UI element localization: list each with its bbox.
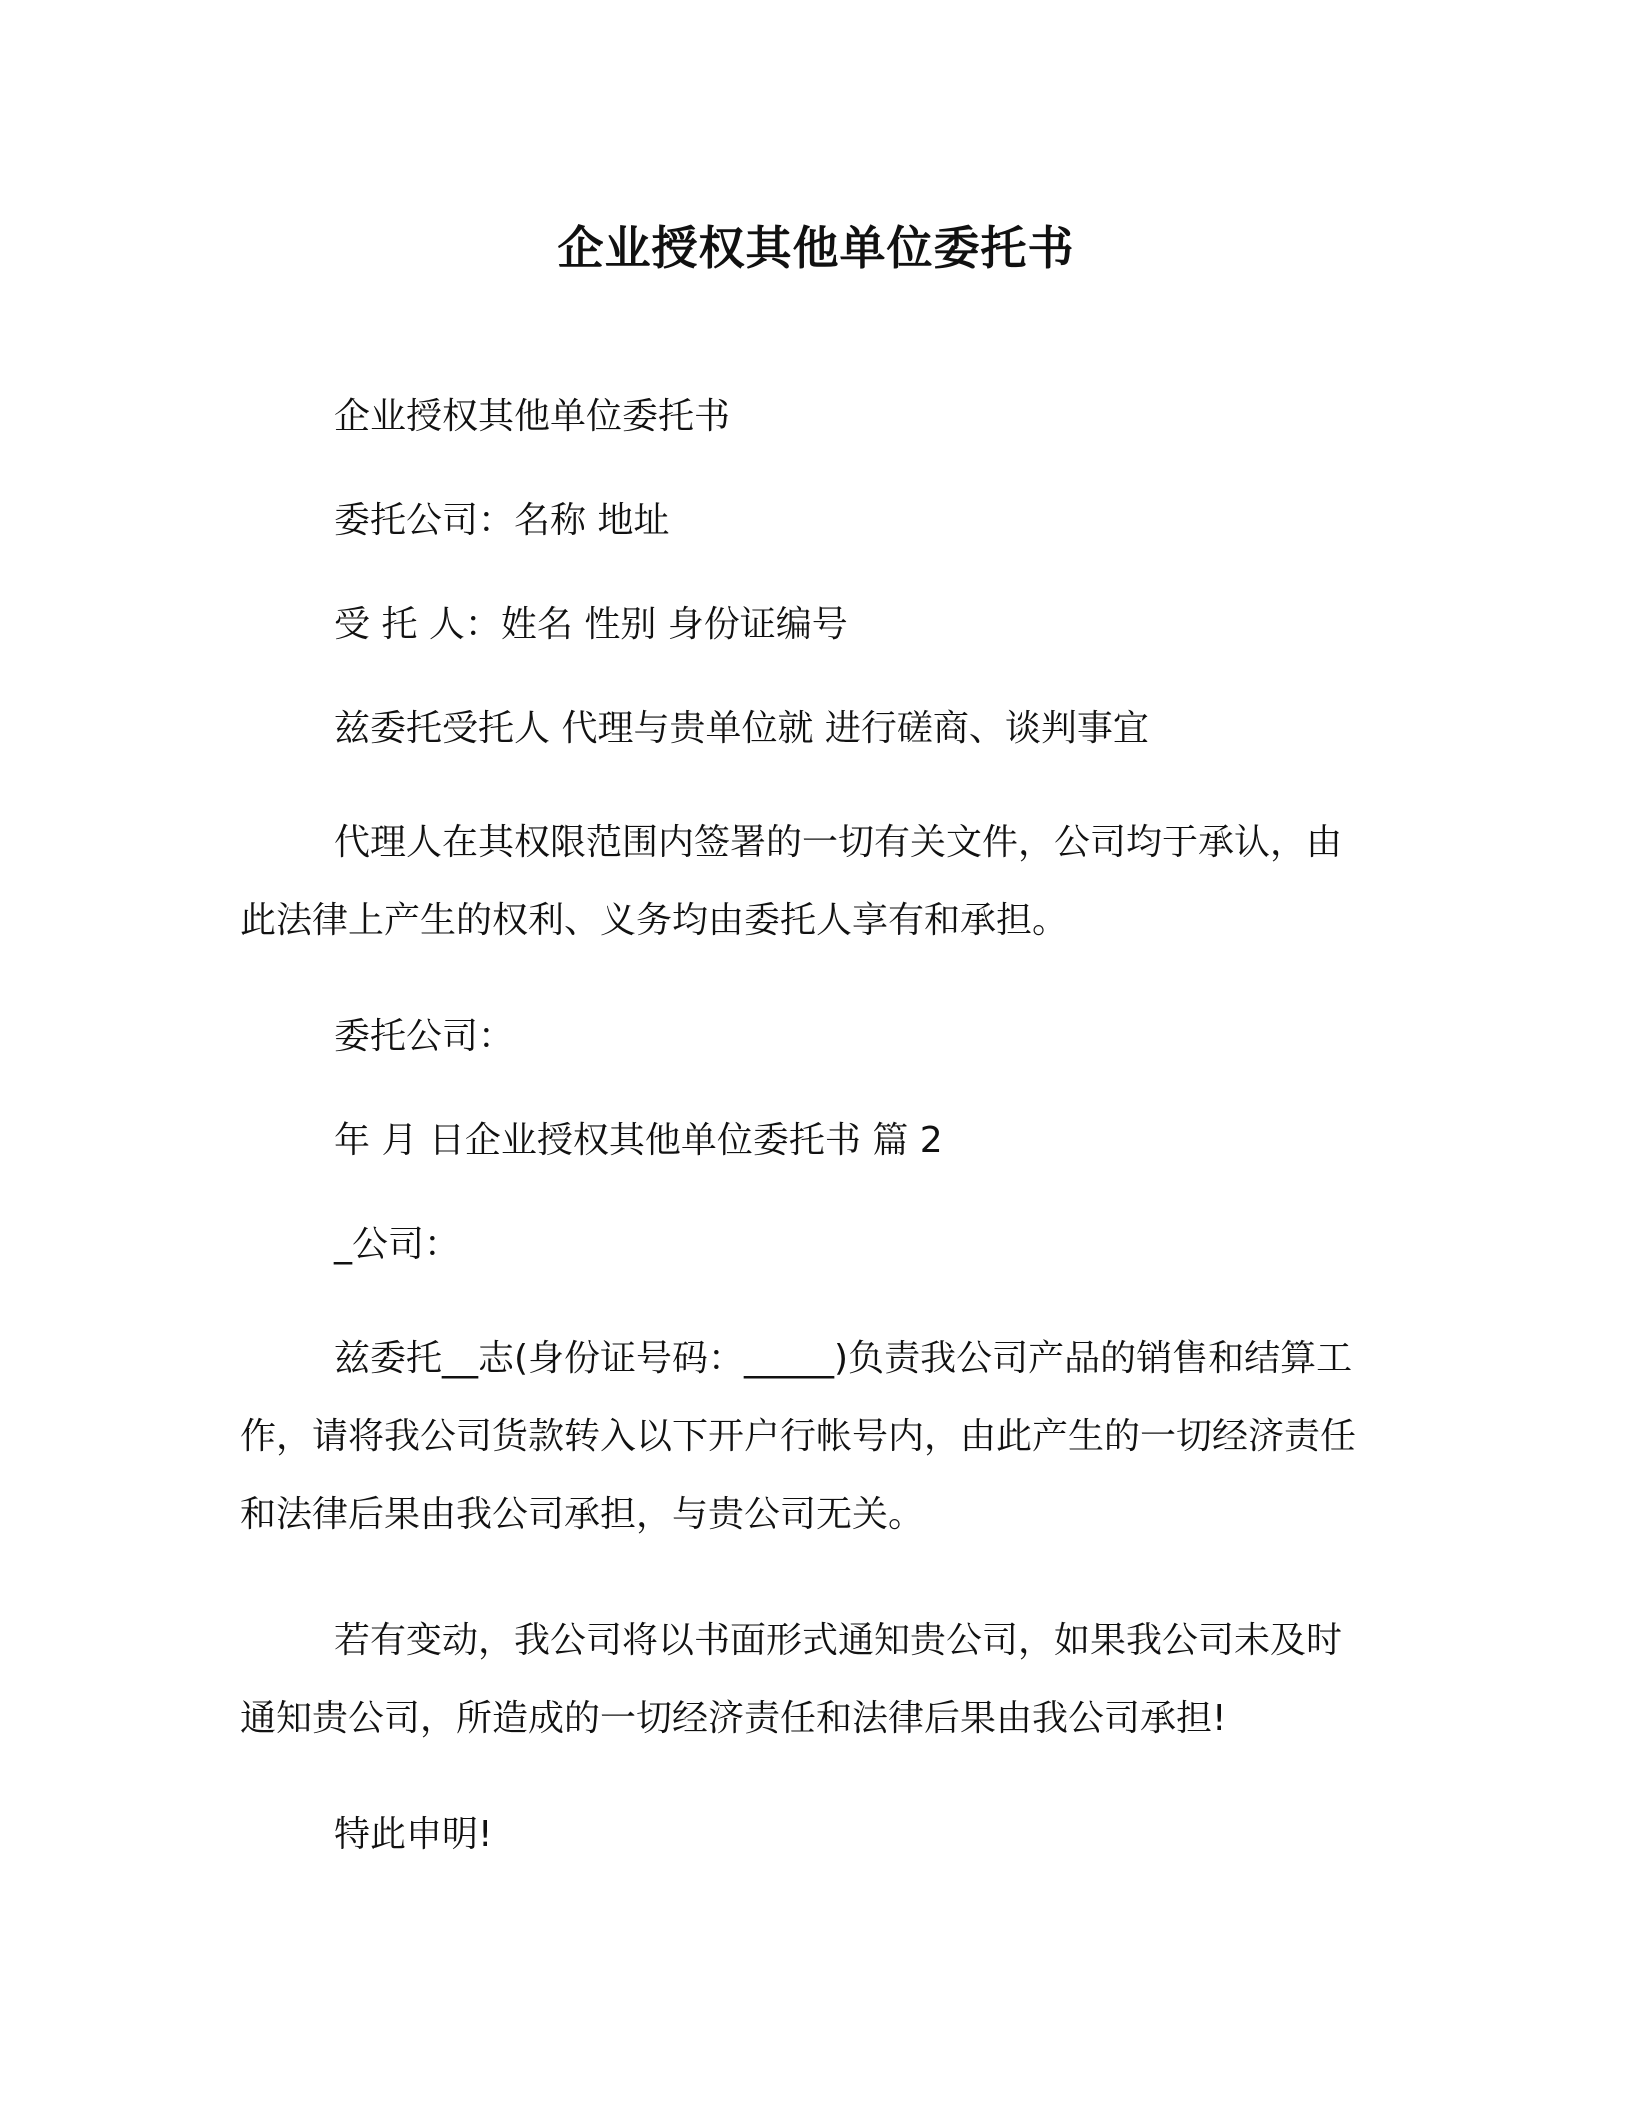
paragraph-trustee: 受 托 人：姓名 性别 身份证编号 bbox=[334, 604, 848, 645]
paragraph-changes-notice: 若有变动，我公司将以书面形式通知贵公司，如果我公司未及时通知贵公司，所造成的一切经济责任和法律后果由我公司承担! bbox=[240, 1620, 1343, 1739]
paragraph-subtitle: 企业授权其他单位委托书 bbox=[334, 396, 731, 437]
document-title: 企业授权其他单位委托书 bbox=[557, 221, 1075, 275]
paragraph-declaration: 特此申明! bbox=[334, 1814, 493, 1855]
paragraph-addressee: _公司： bbox=[334, 1224, 461, 1265]
document-body bbox=[240, 388, 1376, 1910]
paragraph-agent-authority: 代理人在其权限范围内签署的一切有关文件，公司均于承认，由此法律上产生的权利、义务均由委托人享有和承担。 bbox=[240, 822, 1343, 941]
paragraph-client-company: 委托公司：名称 地址 bbox=[334, 500, 670, 541]
paragraph-date-part2: 年 月 日企业授权其他单位委托书 篇 2 bbox=[334, 1120, 943, 1161]
paragraph-client-signature: 委托公司： bbox=[334, 1016, 515, 1057]
paragraph-entrust-negotiation: 兹委托受托人 代理与贵单位就 进行磋商、谈判事宜 bbox=[334, 708, 1149, 749]
paragraph-entrust-sales: 兹委托__志(身份证号码：_____)负责我公司产品的销售和结算工作，请将我公司货款转入以下开户行帐号内，由此产生的一切经济责任和法律后果由我公司承担，与贵公司无关。 bbox=[240, 1338, 1357, 1535]
